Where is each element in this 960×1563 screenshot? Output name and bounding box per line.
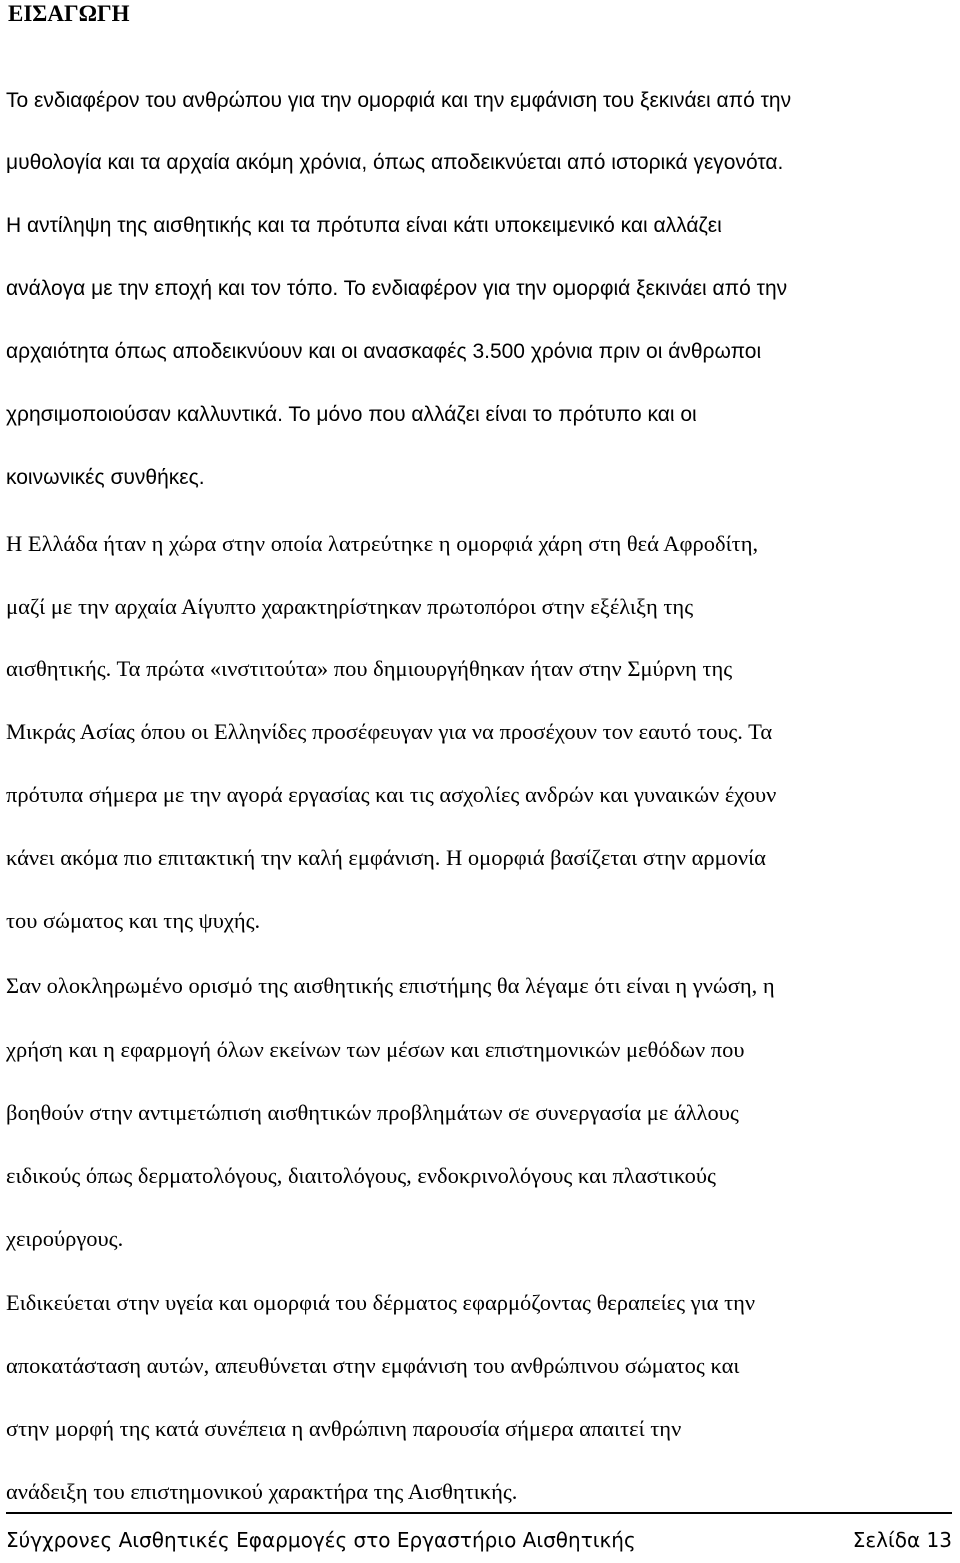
page-heading: ΕΙΣΑΓΩΓΗ: [8, 1, 130, 26]
text-line: Σαν ολοκληρωμένο ορισμό της αισθητικής επιστήμης θα λέγαμε ότι είναι η γνώση, η: [6, 973, 775, 998]
text-line: ανάλογα με την εποχή και τον τόπο. Το ενδιαφέρον για την ομορφιά ξεκινάει από την: [6, 277, 788, 300]
text-line: αισθητικής. Τα πρώτα «ινστιτούτα» που δημιουργήθηκαν ήταν στην Σμύρνη της: [6, 656, 733, 681]
text-line: αρχαιότητα όπως αποδεικνύουν και οι ανασκαφές 3.500 χρόνια πριν οι άνθρωποι: [6, 340, 762, 363]
text-line: ειδικούς όπως δερματολόγους, διαιτολόγους, ενδοκρινολόγους και πλαστικούς: [6, 1163, 716, 1188]
text-line: στην μορφή της κατά συνέπεια η ανθρώπινη παρουσία σήμερα απαιτεί την: [6, 1416, 682, 1441]
text-line: ανάδειξη του επιστημονικού χαρακτήρα της Αισθητικής.: [6, 1479, 518, 1504]
text-line: Η αντίληψη της αισθητικής και τα πρότυπα είναι κάτι υποκειμενικό και αλλάζει: [6, 214, 722, 237]
text-line: αποκατάσταση αυτών, απευθύνεται στην εμφάνιση του ανθρώπινου σώματος και: [6, 1353, 740, 1378]
page-footer: [6, 1512, 952, 1563]
text-line: Μικράς Ασίας όπου οι Ελληνίδες προσέφευγαν για να προσέχουν τον εαυτό τους. Τα: [6, 719, 773, 744]
text-line: Η Ελλάδα ήταν η χώρα στην οποία λατρεύτηκε η ομορφιά χάρη στη θεά Αφροδίτη,: [6, 531, 759, 556]
text-line: Ειδικεύεται στην υγεία και ομορφιά του δέρματος εφαρμόζοντας θεραπείες για την: [6, 1290, 756, 1315]
footer-title: Σύγχρονες Αισθητικές Εφαρμογές στο Εργαστήριο Αισθητικής: [6, 1528, 636, 1552]
text-line: χρησιμοποιούσαν καλλυντικά. Το μόνο που αλλάζει είναι το πρότυπο και οι: [6, 403, 697, 426]
text-line: μυθολογία και τα αρχαία ακόμη χρόνια, όπως αποδεικνύεται από ιστορικά γεγονότα.: [6, 151, 784, 174]
text-line: πρότυπα σήμερα με την αγορά εργασίας και τις ασχολίες ανδρών και γυναικών έχουν: [6, 782, 777, 807]
text-line: χρήση και η εφαρμογή όλων εκείνων των μέσων και επιστημονικών μεθόδων που: [6, 1037, 745, 1062]
text-line: κάνει ακόμα πιο επιτακτική την καλή εμφάνιση. Η ομορφιά βασίζεται στην αρμονία: [6, 845, 766, 870]
text-line: του σώματος και της ψυχής.: [6, 908, 261, 933]
text-line: μαζί με την αρχαία Αίγυπτο χαρακτηρίστηκαν πρωτοπόροι στην εξέλιξη της: [6, 594, 694, 619]
text-line: κοινωνικές συνθήκες.: [6, 466, 205, 489]
page-number: Σελίδα 13: [852, 1528, 952, 1552]
text-line: χειρούργους.: [6, 1226, 124, 1251]
text-line: Το ενδιαφέρον του ανθρώπου για την ομορφιά και την εμφάνιση του ξεκινάει από την: [6, 89, 792, 112]
text-line: βοηθούν στην αντιμετώπιση αισθητικών προβλημάτων σε συνεργασία με άλλους: [6, 1100, 739, 1125]
